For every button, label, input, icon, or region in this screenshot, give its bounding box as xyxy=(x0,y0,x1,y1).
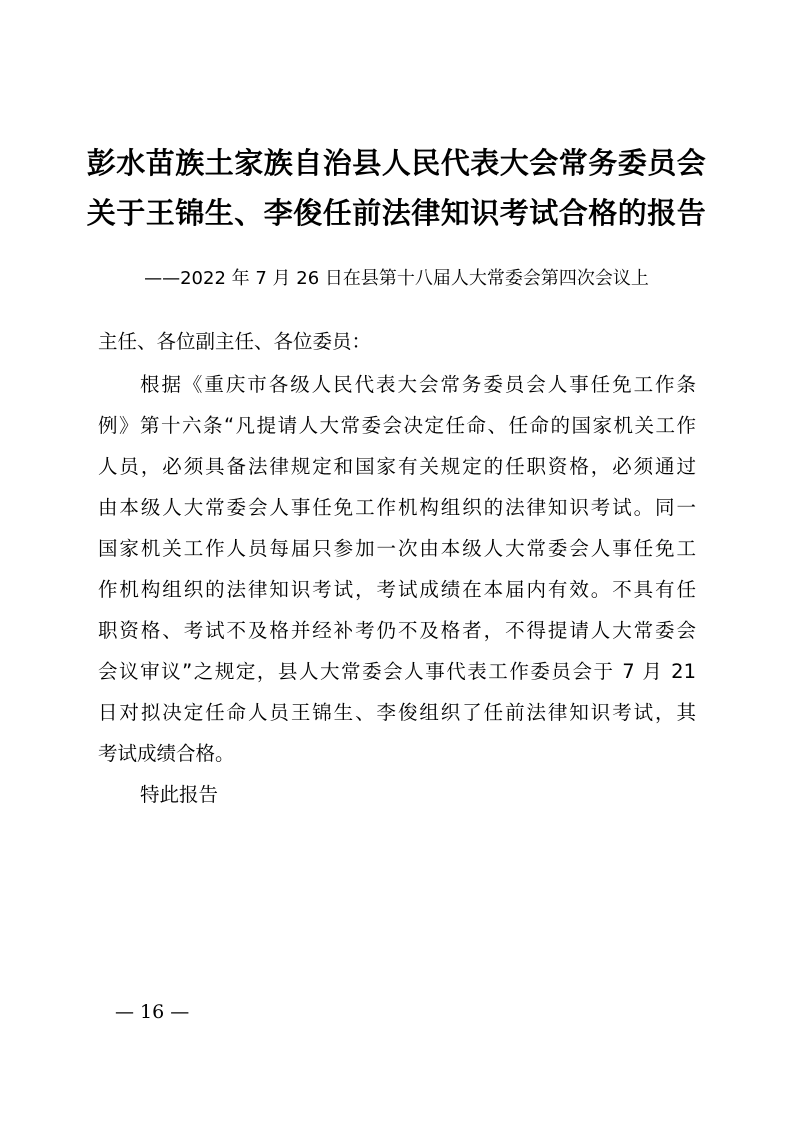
document-title-line-2: 关于王锦生、李俊任前法律知识考试合格的报告 xyxy=(86,196,707,230)
body-line-2: 例》第十六条“凡提请人大常委会决定任命、任命的国家机关工作 xyxy=(98,414,696,437)
body-line-3: 人员，必须具备法律规定和国家有关规定的任职资格，必须通过 xyxy=(98,455,696,478)
page-number: — 16 — xyxy=(115,1001,190,1023)
document-subtitle: ——2022 年 7 月 26 日在县第十八届人大常委会第四次会议上 xyxy=(144,268,649,289)
body-line-1: 根据《重庆市各级人民代表大会常务委员会人事任免工作条 xyxy=(140,373,696,396)
body-line-10: 考试成绩合格。 xyxy=(98,742,235,765)
body-line-8: 会议审议”之规定，县人大常委会人事代表工作委员会于 7 月 21 xyxy=(98,660,696,683)
salutation: 主任、各位副主任、各位委员： xyxy=(98,330,372,353)
document-title-line-1: 彭水苗族土家族自治县人民代表大会常务委员会 xyxy=(86,146,707,180)
body-line-7: 职资格、考试不及格并经补考仍不及格者，不得提请人大常委会 xyxy=(98,619,696,642)
body-line-6: 作机构组织的法律知识考试，考试成绩在本届内有效。不具有任 xyxy=(98,578,696,601)
body-line-5: 国家机关工作人员每届只参加一次由本级人大常委会人事任免工 xyxy=(98,537,696,560)
body-line-9: 日对拟决定任命人员王锦生、李俊组织了任前法律知识考试，其 xyxy=(98,701,696,724)
body-line-4: 由本级人大常委会人事任免工作机构组织的法律知识考试。同一 xyxy=(98,496,696,519)
closing-text: 特此报告 xyxy=(140,783,219,806)
